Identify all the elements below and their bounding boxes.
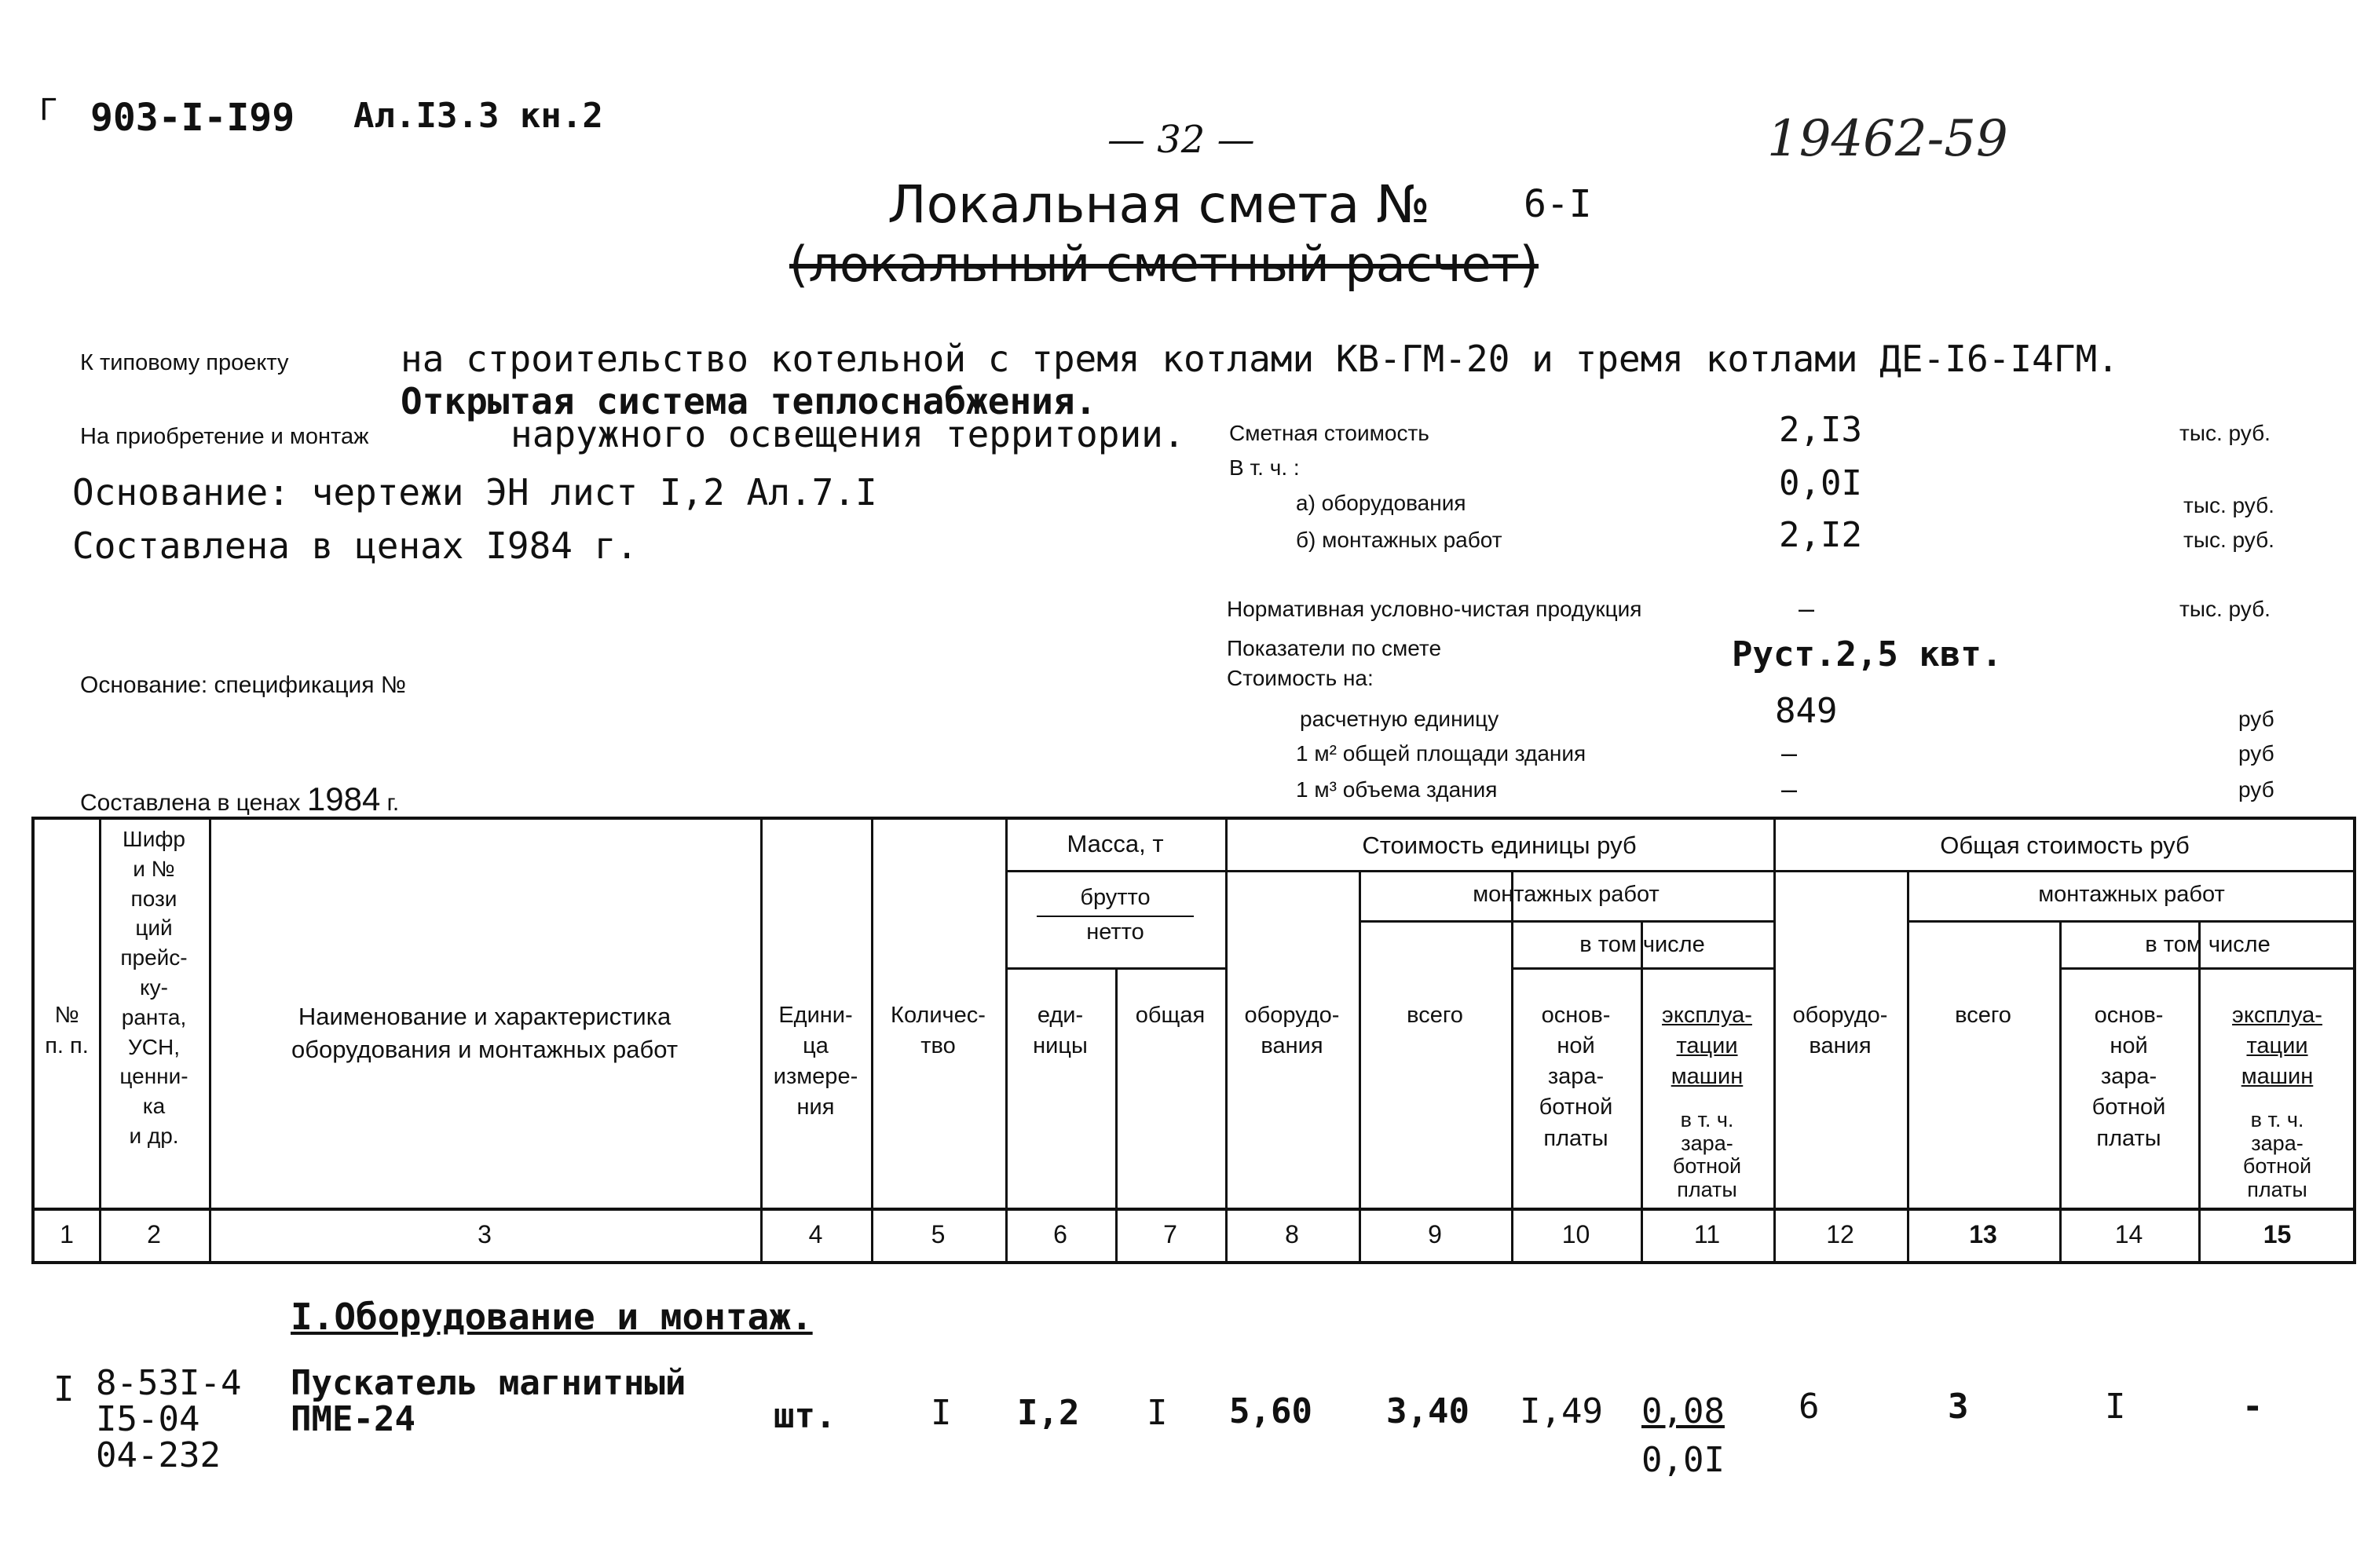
unit-rub-2: руб [2238, 741, 2274, 766]
col-number: 8 [1285, 1220, 1299, 1248]
row-machine-ops: 0,08 [1641, 1391, 1725, 1431]
prices-label-text: Составлена в ценах [80, 790, 301, 816]
doc-code: 903-I-I99 [90, 96, 295, 140]
per-m3-label: 1 м³ объема здания [1296, 777, 1498, 802]
grid-line [1907, 870, 1909, 1261]
hdr-unit-including: в том числе [1579, 932, 1705, 957]
normative-value: – [1799, 592, 1815, 624]
per-m2-value: – [1781, 736, 1798, 769]
purchase-value: наружного освещения территории. [510, 413, 1185, 455]
section-title: I.Оборудование и монтаж. [291, 1296, 813, 1338]
project-type-label: К типовому проекту [80, 350, 289, 375]
col-number: 7 [1163, 1220, 1177, 1248]
unit-thousand-4: тыс. руб. [2179, 597, 2271, 621]
grid-line [1511, 967, 1773, 970]
estimate-table [31, 817, 2356, 1264]
row-no: I [53, 1369, 75, 1409]
col-number: 3 [478, 1220, 492, 1248]
row-qty: I [931, 1393, 952, 1433]
cost-for-label: Стоимость на: [1227, 666, 1374, 690]
estimated-cost-label: Сметная стоимость [1229, 421, 1429, 445]
hdr-mass-unit: еди- ницы [1033, 1003, 1088, 1059]
row-install-total-sum: 3 [1948, 1387, 1969, 1427]
indicators-label: Показатели по смете [1227, 636, 1442, 660]
album-ref: Ал.I3.3 кн.2 [353, 96, 603, 136]
estimate-number: 6-I [1524, 182, 1592, 226]
col-number: 14 [2114, 1220, 2143, 1248]
hdr-mass-total: общая [1135, 1003, 1206, 1028]
col-number: 13 [1969, 1220, 1997, 1248]
basis-typed: Основание: чертежи ЭН лист I,2 Ал.7.I [72, 471, 877, 514]
hdr-name: Наименование и характеристика оборудования и монтажных работ [291, 1003, 679, 1063]
page-number: — 32 — [1107, 118, 1255, 162]
per-unit-label: расчетную единицу [1300, 707, 1499, 731]
hdr-brutto: брутто [1080, 885, 1151, 910]
hdr-code: Шифр и № пози ций прейс- ку- ранта, УСН, ценни- ка и др. [119, 827, 188, 1148]
doc-code-prefix: Г [39, 93, 57, 127]
per-unit-value: 849 [1775, 691, 1838, 731]
including-label: В т. ч. : [1229, 455, 1300, 480]
hdr-total-total: всего [1955, 1003, 2011, 1028]
hdr-unit-machine: эксплуа- тации машин [1662, 1003, 1752, 1090]
prices-typed: Составлена в ценах I984 г. [72, 524, 639, 567]
grid-line [2059, 967, 2356, 970]
grid-line [1359, 870, 1361, 1261]
col-number: 15 [2263, 1220, 2292, 1248]
hdr-no: № п. п. [45, 1003, 89, 1059]
hdr-total-machine-wage: в т. ч. зара- ботной платы [2242, 1108, 2312, 1202]
grid-line [1359, 920, 1773, 923]
hdr-total-including: в том числе [2145, 932, 2271, 957]
prices-label [80, 780, 399, 818]
hdr-total-machine: эксплуа- тации машин [2232, 1003, 2322, 1090]
hdr-unit-installation: монтажных работ [1473, 882, 1660, 907]
grid-line [1225, 870, 2356, 872]
basis-spec-label: Основание: спецификация № [80, 672, 407, 698]
installation-label: б) монтажных работ [1296, 528, 1502, 552]
grid-line [1005, 967, 1225, 970]
col-number: 1 [60, 1220, 74, 1248]
row-mass-unit: I,2 [1017, 1393, 1080, 1433]
col-number: 10 [1561, 1220, 1590, 1248]
col-number: 6 [1053, 1220, 1067, 1248]
row-install-total: 3,40 [1386, 1391, 1469, 1431]
col-number: 12 [1826, 1220, 1854, 1248]
col-number: 4 [808, 1220, 823, 1248]
hdr-total-equipment: оборудо- вания [1792, 1003, 1888, 1059]
hdr-unit-cost: Стоимость единицы руб [1362, 832, 1637, 859]
row-base-wage: I,49 [1520, 1391, 1603, 1431]
per-m3-value: – [1781, 773, 1798, 805]
hdr-unit-total: всего [1407, 1003, 1463, 1028]
col-number: 5 [931, 1220, 946, 1248]
project-type-value: на строительство котельной с тремя котлами КВ-ГМ-20 и тремя котлами ДЕ-I6-I4ГМ. [401, 338, 2119, 380]
row-machine-wage: 0,0I [1641, 1440, 1725, 1480]
hdr-netto: нетто [1086, 919, 1144, 945]
hdr-qty: Количес- тво [891, 1003, 986, 1059]
inventory-number: 19462-59 [1767, 110, 2008, 168]
page-subtitle: (локальный сметный расчет) [789, 236, 1539, 293]
row-unit: шт. [774, 1396, 836, 1436]
hdr-unit-machine-wage: в т. ч. зара- ботной платы [1672, 1108, 1742, 1202]
unit-thousand-3: тыс. руб. [2183, 528, 2274, 552]
hdr-total-cost: Общая стоимость руб [1940, 832, 2190, 859]
purchase-label: На приобретение и монтаж [80, 424, 369, 449]
normative-label: Нормативная условно-чистая продукция [1227, 597, 1642, 621]
unit-thousand-2: тыс. руб. [2183, 493, 2274, 517]
project-type-value-2: Открытая система теплоснабжения. [401, 380, 1097, 422]
equipment-label: а) оборудования [1296, 491, 1466, 515]
equipment-value: 0,0I [1779, 463, 1862, 503]
hdr-mass: Масса, т [1067, 830, 1164, 857]
hdr-unit-equipment: оборудо- вания [1244, 1003, 1340, 1059]
unit-thousand-1: тыс. руб. [2179, 421, 2271, 445]
installation-value: 2,I2 [1779, 515, 1862, 555]
col-number: 11 [1693, 1220, 1721, 1248]
hdr-total-base-wage: основ- ной зара- ботной платы [2091, 1003, 2166, 1151]
prices-suffix: г. [386, 790, 400, 816]
hdr-total-installation: монтажных работ [2038, 882, 2225, 907]
prices-year: 1984 [306, 780, 381, 817]
row-equip-unit: 5,60 [1229, 1391, 1312, 1431]
grid-line [1907, 920, 2356, 923]
row-name-2: ПМЕ-24 [291, 1399, 415, 1439]
row-equip-total: 6 [1799, 1387, 1820, 1427]
row-code-3: 04-232 [96, 1435, 221, 1475]
unit-rub-3: руб [2238, 777, 2274, 802]
estimated-cost-value: 2,I3 [1779, 410, 1862, 450]
row-base-wage-total: I [2105, 1387, 2126, 1427]
unit-rub-1: руб [2238, 707, 2274, 731]
indicators-value: Руст.2,5 квт. [1732, 634, 2003, 674]
grid-line [1005, 870, 1225, 872]
hdr-unit: Едини- ца измере- ния [773, 1003, 858, 1120]
col-number: 2 [147, 1220, 161, 1248]
row-name-1: Пускатель магнитный [291, 1363, 686, 1403]
row-machine-total: - [2242, 1387, 2263, 1427]
row-code-1: 8-53I-4 [96, 1363, 242, 1403]
row-mass-total: I [1147, 1393, 1168, 1433]
page-title: Локальная смета № [887, 174, 1430, 235]
per-m2-label: 1 м² общей площади здания [1296, 741, 1586, 766]
grid-line [35, 1208, 2356, 1211]
hdr-unit-base-wage: основ- ной зара- ботной платы [1539, 1003, 1613, 1151]
row-code-2: I5-04 [96, 1399, 200, 1439]
col-number: 9 [1428, 1220, 1442, 1248]
